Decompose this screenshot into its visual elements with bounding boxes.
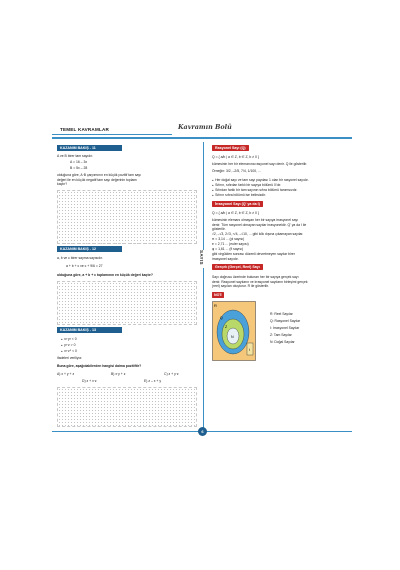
header-rule-thin — [52, 134, 172, 135]
kb13-option-a: A) x + y + z — [57, 372, 75, 376]
venn-label-Z: Z — [225, 325, 228, 329]
kb11-eq2: B = 5x – 28 — [70, 166, 88, 170]
irrational-line-4: √2, –√3, 2√3, ³√4, –√10, ... gibi kök dışına çıkamayan sayılar. — [212, 232, 304, 236]
legend-item-Q: Q: Rasyonel Sayılar — [270, 319, 301, 323]
kazanim-label-13: KAZANIM BAKIŞ - 13 — [57, 327, 122, 333]
kb12-work-grid — [57, 281, 197, 325]
header-rule — [52, 137, 352, 139]
kb13-note: ifadeleri veriliyor. — [57, 356, 83, 360]
kb11-question-2: değeri ile en küçük negatif tam sayı değerinin toplamı — [57, 177, 138, 182]
rational-bullet-4: ● Sıfırın sıfıra bölümü ise belirsizdir. — [212, 193, 266, 199]
section-rational: Rasyonel Sayı (Q) — [212, 145, 249, 151]
kb11-question-1: olduğuna göre, A·B çarpımının en küçük pozitif tam sayı — [57, 173, 142, 177]
side-label: SAYIS — [199, 250, 207, 268]
legend-item-N: N: Doğal Sayılar — [270, 340, 295, 344]
venn-region-I — [247, 343, 253, 355]
number-sets-venn-diagram — [212, 301, 256, 361]
legend-item-I: I: İrrasyonel Sayılar — [270, 326, 300, 330]
irrational-line-8: gibi virgülden sonrası düzenli devretmeyen sayılar birer — [212, 252, 295, 256]
irrational-line-1: kümesinin elemanı olmayan her bir sayıya irrasyonel sayı — [212, 218, 299, 222]
real-line-2: denir. Rasyonel sayıların ve irrasyonel sayıların birleşimi gerçek — [212, 279, 308, 284]
venn-label-R: R — [214, 303, 217, 308]
kb13-item-1: ● x²·y³ < 0 — [61, 337, 77, 343]
legend-item-R: R: Reel Sayılar — [270, 312, 293, 316]
note-badge: NOT: — [214, 293, 223, 297]
rational-bullet-2: ● Sıfırın, sıfırdan farklı bir sayıya bölümü 0'dır. — [212, 183, 281, 189]
irrational-definition: Q = { a/b | a ∈ Z, b ∈ Z, b ≠ 0 } — [212, 211, 260, 215]
kb11-intro: A ve B birer tam sayıdır. — [57, 154, 93, 158]
section-script-title: Kavramın Bolü — [178, 123, 232, 131]
kb13-item-3: ● x³·z⁵ < 0 — [61, 349, 77, 355]
venn-label-N: N — [231, 335, 234, 339]
legend-item-Z: Z: Tam Sayılar — [270, 333, 292, 337]
column-divider — [203, 142, 204, 430]
kb11-question-3: kaçtır? — [57, 182, 68, 186]
irrational-e: e = 2,71 ... (euler sayısı) — [212, 242, 249, 246]
chapter-title: TEMEL KAVRAMLAR — [60, 127, 110, 132]
kb13-option-e: E) z – x + y — [144, 379, 162, 383]
irrational-pi: π = 3,14 ... (pi sayısı) — [212, 237, 245, 241]
real-line-1: Sayı doğrusu üzerinde bulunan her bir sayıya gerçek sayı — [212, 275, 299, 279]
real-line-3: (reel) sayıları oluşturur. R ile gösterilir. — [212, 284, 269, 288]
kb13-option-c: C) z + y·z — [164, 372, 179, 376]
page-header — [52, 120, 352, 142]
kb12-eq: a + b + c ve c + 9/6 = 27 — [66, 264, 103, 268]
section-real: Gerçek (Gerçel, Reel) Sayı — [212, 264, 263, 270]
irrational-line-9: irrasyonel sayıdır. — [212, 256, 239, 261]
kb13-question: Buna göre, aşağıdakilerden hangisi daima pozitiftir? — [57, 364, 142, 368]
irrational-line-3: gösterilir. — [212, 227, 226, 231]
section-irrational: İrrasyonel Sayı (Q' ya da I) — [212, 201, 263, 207]
page-number: 6 — [198, 427, 207, 436]
irrational-phi: φ = 1,61 ... (fi sayısı) — [212, 247, 244, 251]
rational-bullet-3: ● Sıfırdan farklı bir tam sayının sıfıra bölümü tanımsızdır. — [212, 188, 297, 194]
kb11-eq1: A = 16 – 3x — [70, 160, 88, 164]
venn-label-I: I — [249, 348, 250, 352]
kazanim-label-11: KAZANIM BAKIŞ - 11 — [57, 145, 122, 151]
kb11-work-grid — [57, 190, 197, 244]
rational-line-1: kümesinin her bir elemanına rasyonel sayı denir. Q ile gösterilir. — [212, 162, 308, 166]
book-page — [52, 120, 352, 438]
kb13-option-d: D) z + x·z — [82, 379, 97, 383]
kb13-work-grid — [57, 387, 197, 427]
kb12-intro: a, b ve c birer sayma sayısıdır. — [57, 256, 103, 260]
kazanim-label-12: KAZANIM BAKIŞ - 12 — [57, 246, 122, 252]
rational-definition: Q = { a/b | a ∈ Z, b ∈ Z, b ≠ 0 } — [212, 155, 260, 159]
rational-example: Örneğin: 3/2, –2/5, 7/4, 1/100, ... — [212, 169, 261, 173]
kb12-question: olduğuna göre, a + b + c toplamının en küçük değeri kaçtır? — [57, 273, 153, 277]
irrational-line-2: denir. Tüm rasyonel olmayan sayılar irrasyoneldir. Q' ya da I ile — [212, 222, 307, 227]
kb13-option-b: B) x·y + z — [111, 372, 126, 376]
venn-label-Q: Q — [220, 316, 223, 320]
rational-bullet-1: ● Her doğal sayı ve tam sayı paydası 1 olan bir rasyonel sayıdır. — [212, 178, 309, 184]
kb13-item-2: ● y³·z > 0 — [61, 343, 75, 349]
